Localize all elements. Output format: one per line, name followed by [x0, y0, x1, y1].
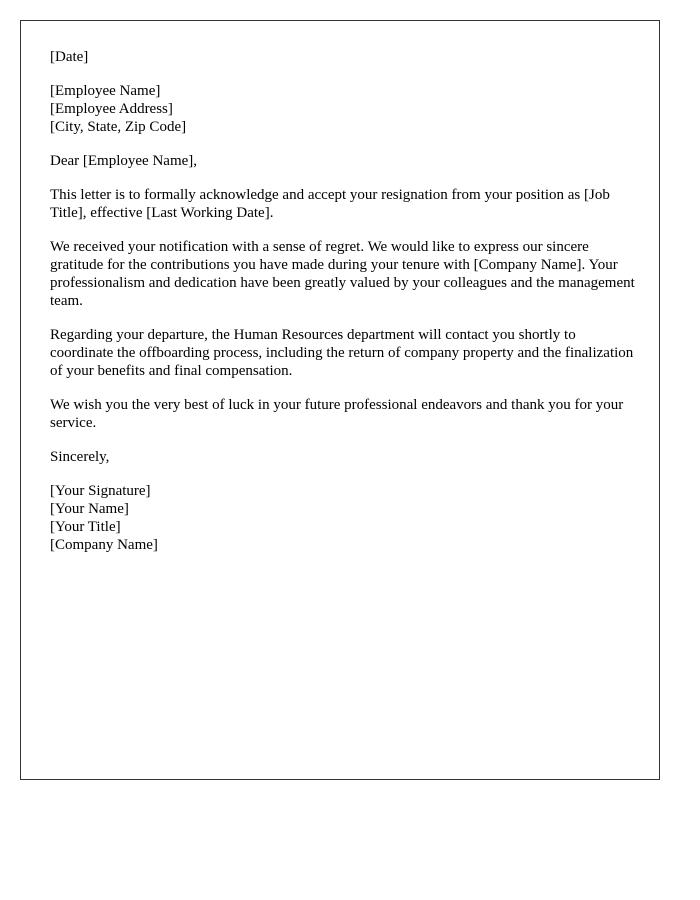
salutation: Dear [Employee Name], [50, 153, 198, 169]
closing: Sincerely, [50, 449, 110, 465]
signature-block [50, 482, 640, 554]
recipient-address-block [50, 82, 640, 136]
signature-placeholder: [Your Signature] [50, 483, 151, 499]
salutation-block [50, 152, 640, 170]
paragraph-offboarding: Regarding your departure, the Human Resources department will contact you shortly to coordinate the offboarding process, including the return of company property and the finalization of your benefits and final compensation. [50, 327, 634, 379]
recipient-name: [Employee Name] [50, 83, 161, 99]
paragraph-well-wishes: We wish you the very best of luck in your future professional endeavors and thank you for your service. [50, 397, 624, 431]
closing-block [50, 448, 640, 466]
recipient-address: [Employee Address] [50, 101, 173, 117]
signer-name: [Your Name] [50, 501, 129, 517]
recipient-city-state-zip: [City, State, Zip Code] [50, 119, 187, 135]
paragraph-gratitude: We received your notification with a sense of regret. We would like to express our sincere gratitude for the contributions you have made during your tenure with [Company Name]. Your professionalism and dedication have been greatly valued by your colleagues and the management team. [50, 239, 635, 309]
date-block [50, 48, 640, 66]
paragraph-acknowledgement: This letter is to formally acknowledge and accept your resignation from your position as [Job Title], effective [Last Working Date]. [50, 187, 610, 221]
signer-title: [Your Title] [50, 519, 121, 535]
signer-company: [Company Name] [50, 537, 158, 553]
letter-body [50, 48, 640, 570]
letter-page [20, 20, 660, 780]
letter-date: [Date] [50, 49, 89, 65]
